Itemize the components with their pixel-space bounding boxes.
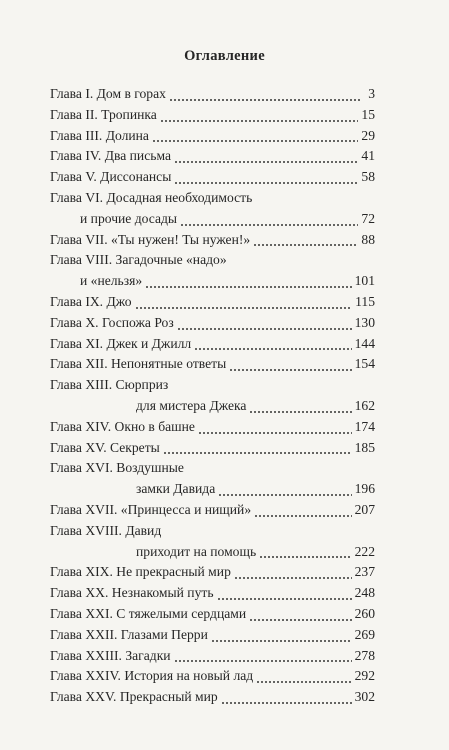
chapter-title: Глава V. Диссонансы (50, 169, 172, 185)
toc-entry-continuation (50, 273, 375, 294)
toc-entry-line (50, 419, 375, 440)
toc-entry-line (50, 585, 375, 606)
page-number: 237 (354, 564, 375, 580)
toc-entry-line (50, 336, 375, 357)
dot-leader (218, 494, 351, 496)
dot-leader (211, 640, 352, 642)
chapter-title: для мистера Джека (136, 397, 247, 413)
toc-entry-line (50, 128, 375, 149)
dot-leader (221, 702, 352, 704)
page-number: 269 (354, 626, 375, 642)
toc-entry-line (50, 356, 375, 377)
toc-entry (50, 252, 375, 294)
chapter-title: Глава X. Госпожа Роз (50, 314, 174, 330)
dot-leader (249, 411, 351, 413)
page-number: 207 (354, 501, 375, 517)
toc-entry (50, 190, 375, 232)
toc-entry (50, 627, 375, 648)
chapter-title: Глава XXIV. История на новый лад (50, 668, 254, 684)
toc-entry-line (50, 190, 375, 211)
page-number: 29 (361, 127, 375, 143)
toc-entry (50, 564, 375, 585)
chapter-title: Глава IV. Два письма (50, 148, 171, 164)
toc-entry (50, 419, 375, 440)
chapter-title: Глава VIII. Загадочные «надо» (50, 252, 227, 268)
chapter-title: Глава XV. Секреты (50, 439, 160, 455)
page-number: 130 (354, 314, 375, 330)
page-number: 154 (354, 356, 375, 372)
dot-leader (169, 99, 362, 101)
page-number: 248 (354, 585, 375, 601)
toc-entry (50, 315, 375, 336)
chapter-title: замки Давида (136, 481, 216, 497)
toc-entry-line (50, 232, 375, 253)
chapter-title: Глава XXI. С тяжелыми сердцами (50, 605, 247, 621)
page-number: 3 (368, 86, 375, 101)
toc-entry-line (50, 377, 375, 398)
page-number: 88 (361, 231, 375, 247)
chapter-title: Глава XVI. Воздушные (50, 460, 184, 476)
page-number: 41 (361, 148, 375, 164)
dot-leader (160, 120, 359, 122)
toc-entry-continuation (50, 481, 375, 502)
toc-entry-line (50, 294, 375, 315)
toc-entry-line (50, 668, 375, 689)
toc-entry (50, 232, 375, 253)
toc-entry-line (50, 502, 375, 523)
table-of-contents (50, 86, 375, 710)
toc-entry (50, 440, 375, 461)
toc-entry-line (50, 315, 375, 336)
page-number: 58 (361, 169, 375, 185)
toc-entry (50, 169, 375, 190)
chapter-title: Глава VII. «Ты нужен! Ты нужен!» (50, 231, 251, 247)
chapter-title: Глава IX. Джо (50, 293, 132, 309)
toc-entry (50, 107, 375, 128)
toc-entry-line (50, 460, 375, 481)
page-title: Оглавление (184, 48, 265, 64)
toc-entry (50, 585, 375, 606)
dot-leader (256, 681, 351, 683)
page-number: 302 (354, 689, 375, 705)
chapter-title: Глава I. Дом в горах (50, 86, 166, 101)
chapter-title: Глава XI. Джек и Джилл (50, 335, 192, 351)
toc-entry (50, 377, 375, 419)
toc-entry (50, 648, 375, 669)
page-number: 260 (354, 605, 375, 621)
toc-entry-line (50, 107, 375, 128)
toc-entry-line (50, 564, 375, 585)
toc-entry (50, 148, 375, 169)
page-number: 162 (354, 397, 375, 413)
dot-leader (249, 619, 351, 621)
chapter-title: и «нельзя» (80, 273, 143, 289)
dot-leader (180, 224, 358, 226)
toc-entry (50, 294, 375, 315)
page-number: 144 (354, 335, 375, 351)
toc-entry (50, 668, 375, 689)
page-number: 101 (354, 273, 375, 289)
toc-entry-line (50, 440, 375, 461)
page-number: 174 (354, 418, 375, 434)
page-number: 196 (354, 481, 375, 497)
chapter-title: Глава XIV. Окно в башне (50, 418, 195, 434)
page-number: 185 (354, 439, 375, 455)
toc-entry (50, 86, 375, 107)
dot-leader (177, 328, 352, 330)
toc-entry-line (50, 86, 375, 107)
chapter-title: Глава II. Тропинка (50, 106, 157, 122)
toc-entry-line (50, 252, 375, 273)
page-number: 72 (361, 210, 375, 226)
page-number: 115 (355, 293, 375, 309)
chapter-title: приходит на помощь (136, 543, 257, 559)
chapter-title: и прочие досады (80, 210, 178, 226)
chapter-title: Глава VI. Досадная необходимость (50, 189, 253, 205)
dot-leader (135, 307, 353, 309)
page-number: 292 (354, 668, 375, 684)
toc-entry (50, 460, 375, 502)
chapter-title: Глава XIX. Не прекрасный мир (50, 564, 231, 580)
dot-leader (174, 161, 358, 163)
toc-entry-line (50, 148, 375, 169)
chapter-title: Глава XII. Непонятные ответы (50, 356, 227, 372)
toc-entry-line (50, 606, 375, 627)
dot-leader (217, 598, 352, 600)
dot-leader (152, 140, 358, 142)
page-number: 222 (354, 543, 375, 559)
toc-entry (50, 523, 375, 565)
toc-entry-continuation (50, 211, 375, 232)
dot-leader (194, 348, 351, 350)
dot-leader (234, 577, 352, 579)
toc-entry-continuation (50, 398, 375, 419)
dot-leader (198, 432, 352, 434)
page-number: 278 (354, 647, 375, 663)
chapter-title: Глава XXII. Глазами Перри (50, 626, 208, 642)
dot-leader (229, 369, 351, 371)
toc-entry-line (50, 627, 375, 648)
dot-leader (253, 244, 358, 246)
dot-leader (145, 286, 351, 288)
chapter-title: Глава XVII. «Принцесса и нищий» (50, 501, 252, 517)
dot-leader (259, 556, 351, 558)
chapter-title: Глава XVIII. Давид (50, 522, 162, 538)
chapter-title: Глава XXIII. Загадки (50, 647, 171, 663)
page-number: 15 (361, 106, 375, 122)
toc-entry (50, 356, 375, 377)
toc-entry-line (50, 689, 375, 710)
dot-leader (174, 182, 358, 184)
toc-entry-line (50, 523, 375, 544)
toc-entry (50, 128, 375, 149)
toc-entry (50, 689, 375, 710)
chapter-title: Глава XXV. Прекрасный мир (50, 689, 218, 705)
chapter-title: Глава XX. Незнакомый путь (50, 585, 214, 601)
dot-leader (174, 660, 352, 662)
dot-leader (163, 452, 352, 454)
toc-entry-line (50, 169, 375, 190)
toc-entry (50, 502, 375, 523)
toc-entry-line (50, 648, 375, 669)
chapter-title: Глава III. Долина (50, 127, 149, 143)
toc-entry (50, 336, 375, 357)
toc-entry (50, 606, 375, 627)
toc-entry-continuation (50, 544, 375, 565)
dot-leader (254, 515, 351, 517)
chapter-title: Глава XIII. Сюрприз (50, 377, 169, 393)
